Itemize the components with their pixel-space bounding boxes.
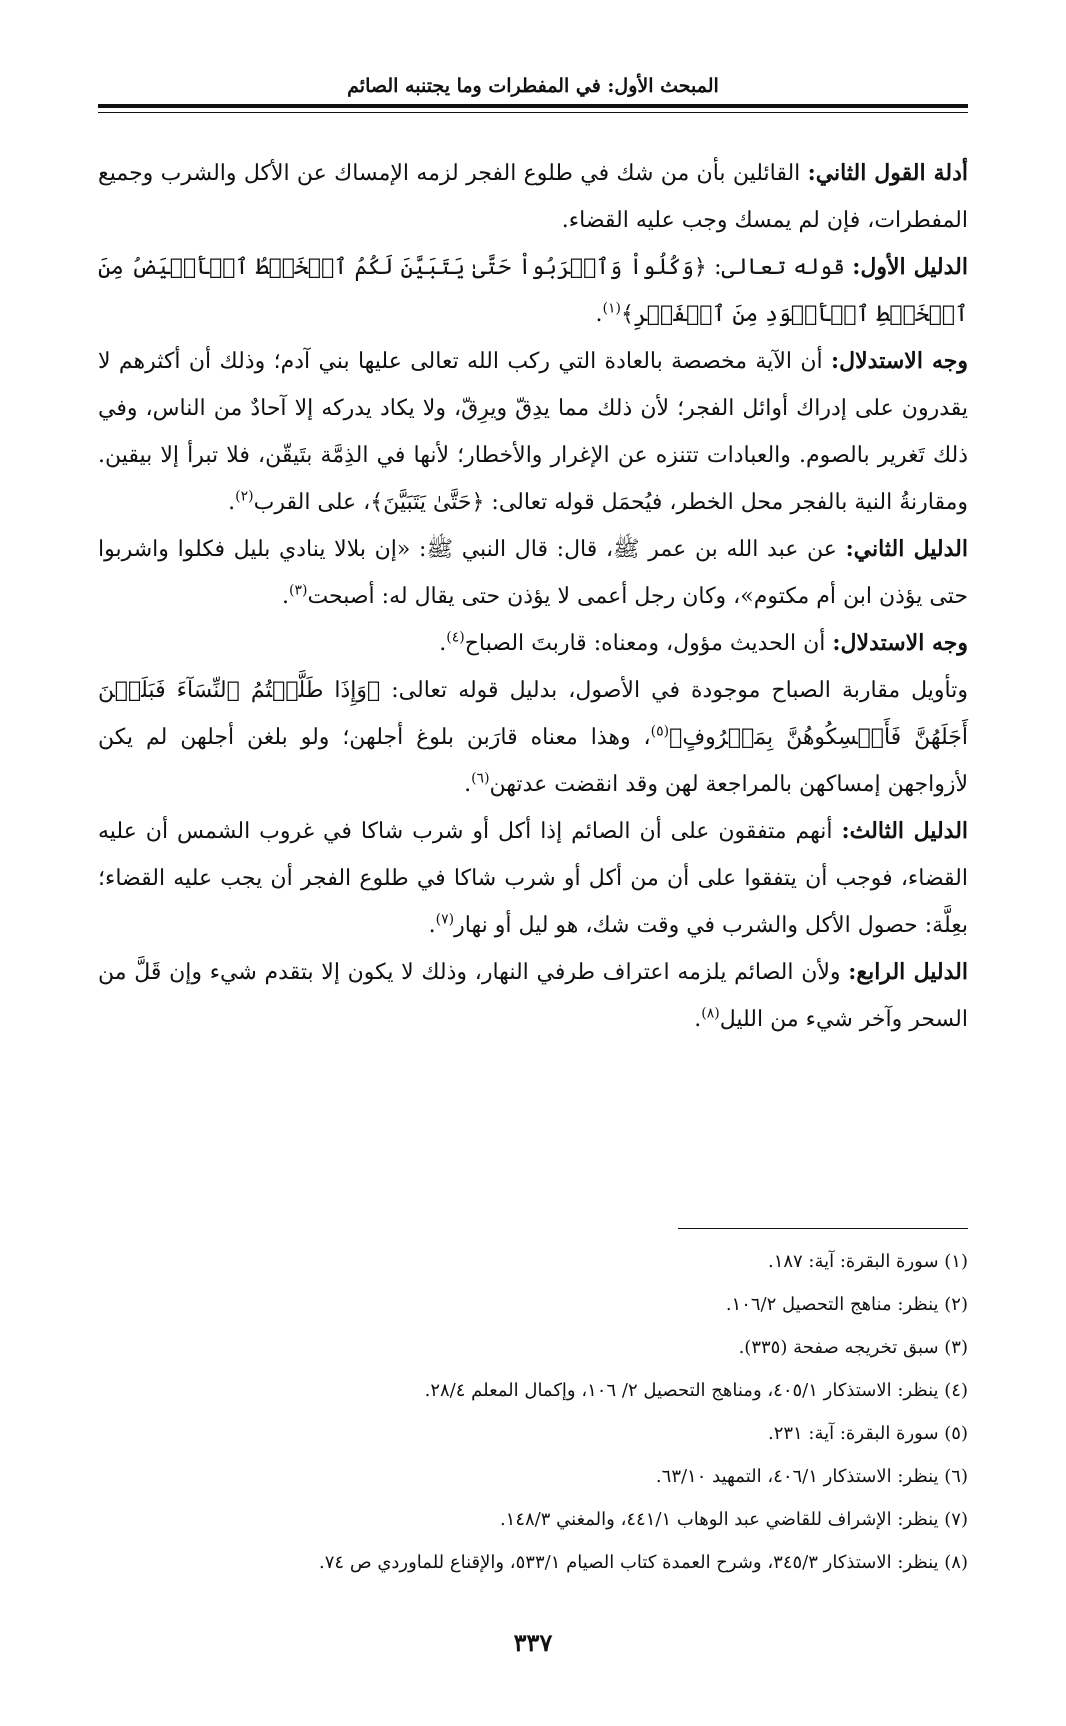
footnote-item: (٦) ينظر: الاستذكار ٤٠٦/١، التمهيد ٦٣/١٠.: [655, 1466, 968, 1487]
footnote-ref-3[interactable]: (٣): [288, 582, 308, 599]
paragraph-second-evidence: [98, 526, 968, 620]
paragraph-third-evidence: [98, 808, 968, 949]
footnote-ref-2[interactable]: (٢): [235, 488, 254, 505]
paragraph-label: الدليل الثالث:: [841, 818, 969, 844]
paragraph-interpretation: [98, 667, 968, 808]
quran-verse: ﴿وَإِذَا طَلَّقۡتُمُ ٱلنِّسَآءَ فَبَلَغۡنَ أَجَلَهُنَّ فَأَمۡسِكُوهُنَّ بِمَعۡرُوفٍ﴾: [98, 678, 968, 750]
paragraph-evidence-intro: [98, 150, 968, 244]
paragraph-inference-2: [98, 620, 968, 667]
footnote-ref-4[interactable]: (٤): [446, 629, 465, 646]
sentence-end: .: [464, 772, 472, 797]
footnote-separator: [678, 1228, 968, 1229]
paragraph-text: أن الآية مخصصة بالعادة التي ركب الله تعالى عليها بني آدم؛ وذلك أن أكثرهم لا يقدرون على إدراك أوائل الفجر؛ لأن ذلك مما يدِقّ ويرِقّ، ولا يكاد يدركه إلا آحادٌ من الناس، وفي ذلك تَغرير بالصوم. والعبادات تتنزه عن الإغرار والأخطار؛ لأنها في الذِمَّة بتَيقّن، فلا تبرأ إلا بيقين. ومقارنةُ النية بالفجر محل الخطر، فيُحمَل قوله تعالى:: [98, 349, 968, 515]
footnote-ref-1[interactable]: (١): [602, 300, 622, 317]
paragraph-text: ولأن الصائم يلزمه اعتراف طرفي النهار، وذلك لا يكون إلا بتقدم شيء وإن قَلَّ من السحر وآخر شيء من الليل: [98, 960, 968, 1032]
paragraph-first-evidence: [98, 244, 968, 338]
paragraph-text: عن عبد الله بن عمر ﷺ، قال: قال النبي ﷺ: «إن بلالا ينادي بليل فكلوا واشربوا حتى يؤذن ابن أم مكتوم»، وكان رجل أعمى لا يؤذن حتى يقال له: أصبحت: [98, 537, 968, 609]
header-rule-thin: [98, 112, 968, 113]
footnotes-list: [98, 1240, 968, 1584]
sentence-end: .: [439, 631, 447, 656]
running-header: المبحث الأول: في المفطرات وما يجتنبه الصائم: [347, 75, 719, 97]
paragraph-text: ، على القرب: [253, 490, 371, 515]
footnote-item: (٢) ينظر: مناهج التحصيل ١٠٦/٢.: [725, 1294, 968, 1315]
paragraph-label: الدليل الرابع:: [848, 959, 968, 985]
paragraph-text: وتأويل مقاربة الصباح موجودة في الأصول، بدليل قوله تعالى:: [380, 678, 968, 703]
paragraph-label: أدلة القول الثاني:: [807, 160, 968, 186]
footnote-item: (٤) ينظر: الاستذكار ٤٠٥/١، ومناهج التحصيل ٢/ ١٠٦، وإكمال المعلم ٢٨/٤.: [424, 1380, 968, 1401]
sentence-end: .: [428, 913, 436, 938]
paragraph-inference-1: [98, 338, 968, 526]
footnote-item: (٧) ينظر: الإشراف للقاضي عبد الوهاب ٤٤١/١، والمغني ١٤٨/٣.: [499, 1509, 968, 1530]
footnote-ref-6[interactable]: (٦): [471, 770, 490, 787]
footnote-item: (٥) سورة البقرة: آية: ٢٣١.: [767, 1423, 968, 1444]
quran-verse: ﴿حَتَّىٰ يَتَبَيَّنَ﴾: [370, 490, 485, 515]
sentence-end: .: [595, 302, 603, 327]
paragraph-label: الدليل الثاني:: [845, 536, 968, 562]
paragraph-label: وجه الاستدلال:: [832, 630, 968, 656]
paragraph-fourth-evidence: [98, 949, 968, 1043]
quran-verse: ﴿وَكُلُواْ وَٱشۡرَبُواْ حَتَّىٰ يَتَبَيَّنَ لَكُمُ ٱلۡخَيۡطُ ٱلۡأَبۡيَضُ مِنَ ٱلۡخَيۡطِ ٱلۡأَسۡوَدِ مِنَ ٱلۡفَجۡرِ﴾: [98, 255, 968, 327]
paragraph-text: أنهم متفقون على أن الصائم إذا أكل أو شرب شاكا في غروب الشمس أن عليه القضاء، فوجب أن يتفقوا على أن من أكل أو شرب شاكا في طلوع الفجر أن يجب عليه القضاء؛ بعِلَّة: حصول الأكل والشرب في وقت شك، هو ليل أو نهار: [98, 819, 968, 938]
footnote-item: (١) سورة البقرة: آية: ١٨٧.: [767, 1251, 968, 1272]
page-number: ٣٣٧: [513, 1628, 553, 1657]
paragraph-label: وجه الاستدلال:: [831, 348, 968, 374]
header-rule-thick: [98, 104, 968, 108]
main-text: [98, 150, 968, 1043]
sentence-end: .: [281, 584, 289, 609]
footnote-item: (٨) ينظر: الاستذكار ٣٤٥/٣، وشرح العمدة كتاب الصيام ٥٣٣/١، والإقناع للماوردي ص ٧٤.: [319, 1552, 968, 1573]
sentence-end: .: [694, 1007, 702, 1032]
paragraph-text: أن الحديث مؤول، ومعناه: قاربتَ الصباح: [464, 631, 833, 656]
footnote-ref-5[interactable]: (٥): [650, 723, 670, 740]
footnote-item: (٣) سبق تخريجه صفحة (٣٣٥).: [738, 1337, 968, 1358]
footnote-ref-8[interactable]: (٨): [701, 1005, 720, 1022]
paragraph-text: القائلين بأن من شك في طلوع الفجر لزمه الإمساك عن الأكل والشرب وجميع المفطرات، فإن لم يمسك وجب عليه القضاء.: [98, 161, 968, 233]
paragraph-label: الدليل الأول:: [852, 254, 968, 280]
paragraph-text: ، وهذا معناه قارَبن بلوغ أجلهن؛ ولو بلغن أجلهن لم يكن لأزواجهن إمساكهن بالمراجعة لهن وقد انقضت عدتهن: [98, 725, 968, 797]
footnote-ref-7[interactable]: (٧): [435, 911, 455, 928]
paragraph-text: قوله تعالى:: [706, 255, 853, 280]
sentence-end: .: [228, 490, 236, 515]
